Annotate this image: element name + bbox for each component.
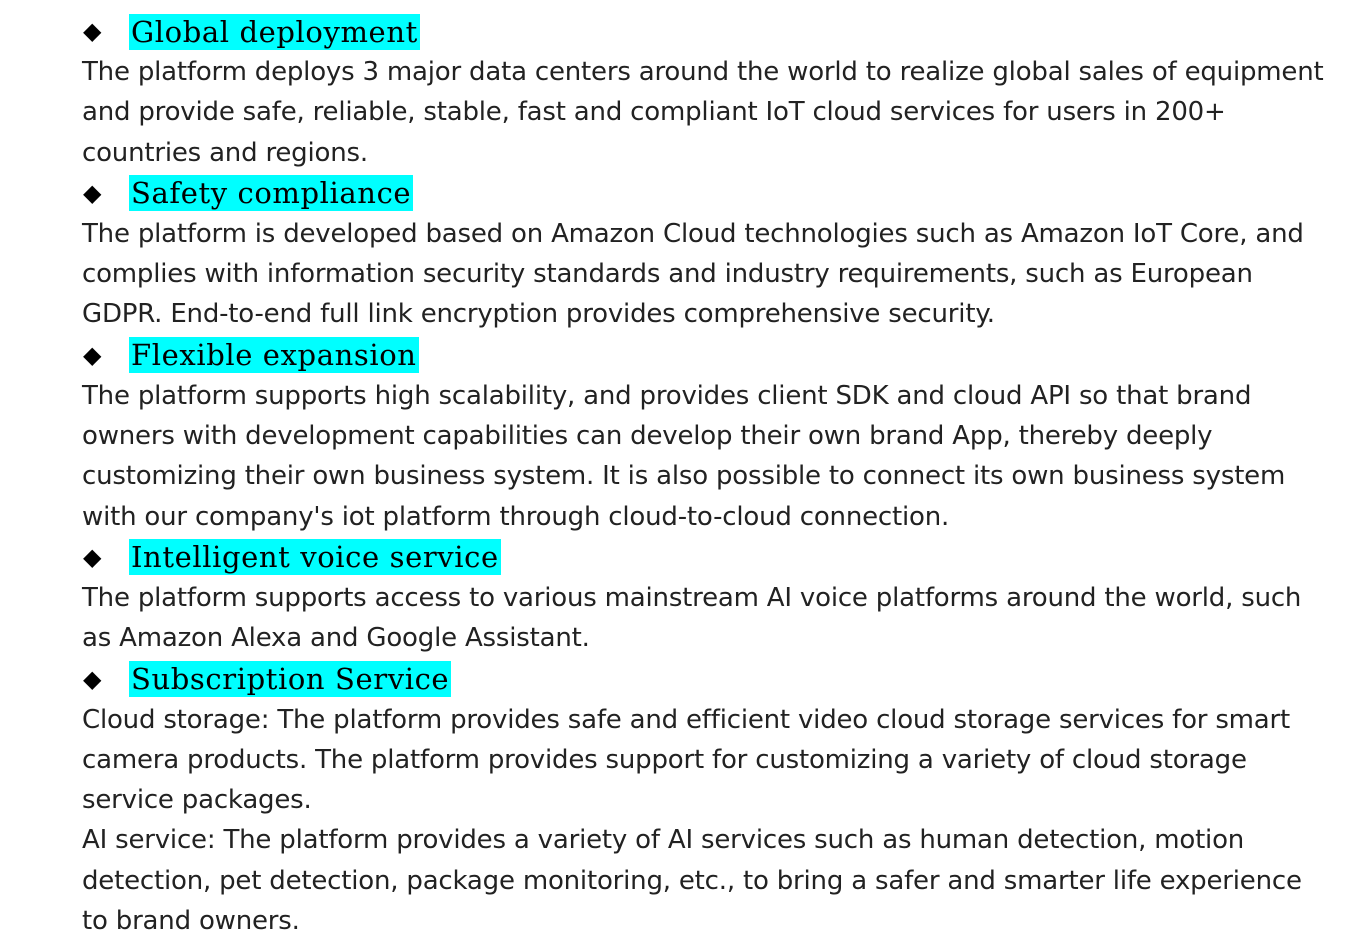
diamond-bullet-icon: ◆ (83, 17, 102, 45)
section-title: Flexible expansion (131, 338, 417, 373)
diamond-bullet-icon: ◆ (83, 664, 102, 693)
section-heading-row (82, 335, 1332, 376)
section-paragraph: The platform supports high scalability, and provides client SDK and cloud API so that brand owners with development capabilities can develop their own brand App, thereby deeply customizing their own business system. It is also possible to connect its own business system with our company's iot platform through cloud-to-cloud connection. (82, 380, 1286, 532)
section-paragraph-ai-service: AI service: The platform provides a variety of AI services such as human detection, motion detection, pet detection, package monitoring, etc., to bring a safer and smarter life experience to brand owners. (82, 825, 1302, 937)
section-heading-row (82, 11, 1332, 52)
section-subscription-service (82, 659, 1332, 942)
section-title: Global deployment (131, 14, 418, 49)
section-heading-row (82, 659, 1332, 700)
section-intelligent-voice-service (82, 537, 1332, 659)
section-paragraph-cloud-storage: Cloud storage: The platform provides safe and efficient video cloud storage services for smart camera products. The platform provides support for customizing a variety of cloud storage service packages. (82, 704, 1291, 816)
section-flexible-expansion (82, 335, 1332, 537)
section-title: Subscription Service (131, 662, 450, 697)
section-global-deployment (82, 11, 1332, 173)
section-paragraph: The platform is developed based on Amazon Cloud technologies such as Amazon IoT Core, and complies with information security standards and industry requirements, such as European GDPR. End-to-end full link encryption provides comprehensive security. (82, 218, 1304, 330)
section-title: Safety compliance (131, 176, 412, 211)
section-title: Intelligent voice service (131, 540, 499, 575)
section-paragraph: The platform supports access to various mainstream AI voice platforms around the world, such as Amazon Alexa and Google Assistant. (82, 582, 1302, 654)
diamond-bullet-icon: ◆ (83, 340, 102, 369)
section-paragraph: The platform deploys 3 major data centers around the world to realize global sales of equipment and provide safe, reliable, stable, fast and compliant IoT cloud services for users in 200+ countries and regions. (82, 57, 1324, 168)
section-heading-row (82, 173, 1332, 214)
diamond-bullet-icon: ◆ (83, 178, 102, 207)
section-safety-compliance (82, 173, 1332, 335)
section-heading-row (82, 537, 1332, 578)
document-body (82, 11, 1332, 941)
diamond-bullet-icon: ◆ (83, 542, 102, 571)
